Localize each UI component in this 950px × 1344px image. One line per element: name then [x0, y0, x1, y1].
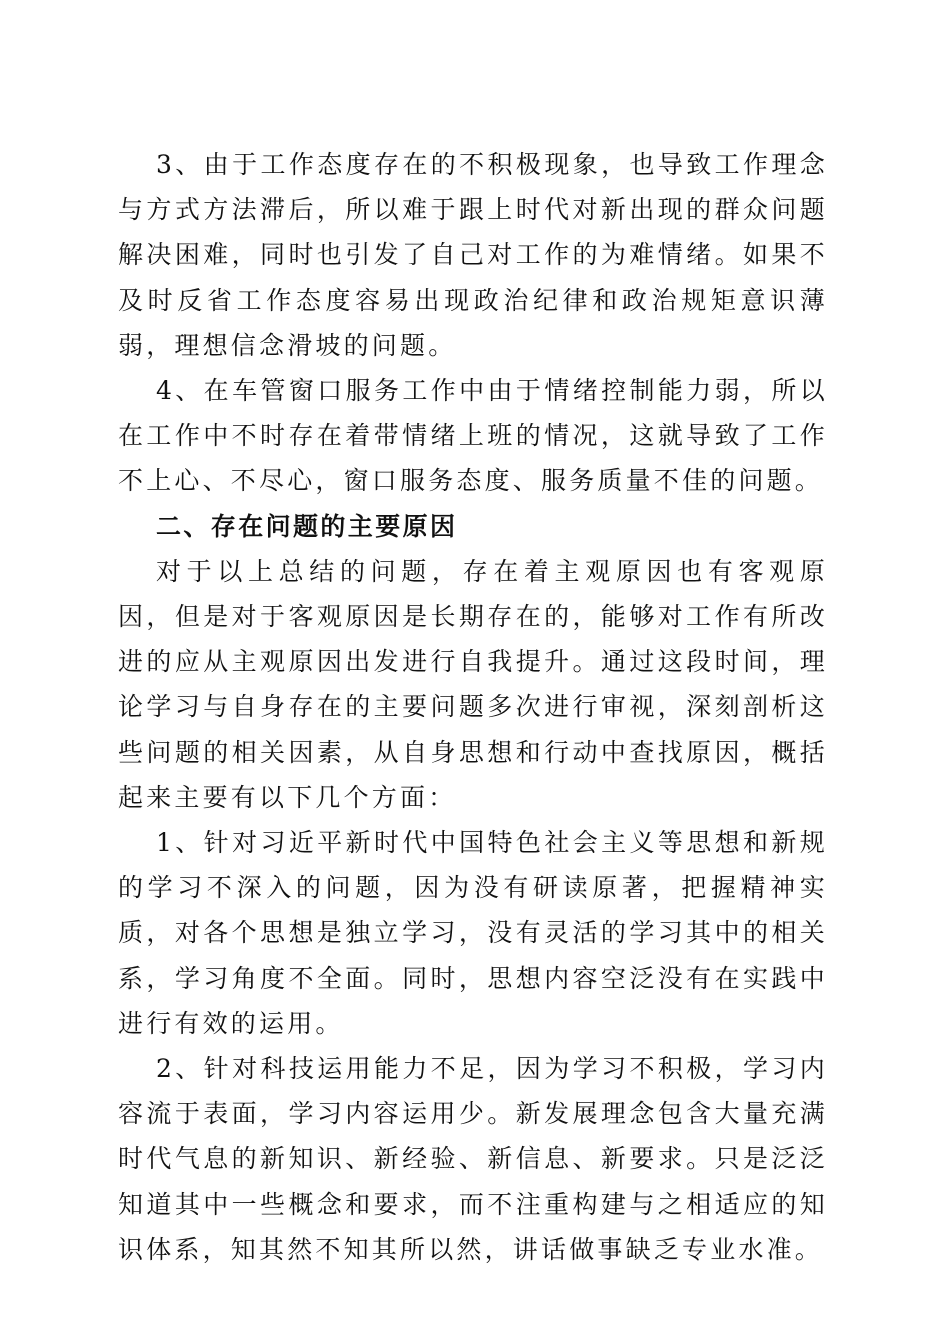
paragraph-cause-2: 2、针对科技运用能力不足，因为学习不积极，学习内容流于表面，学习内容运用少。新发展理念包含大量充满时代气息的新知识、新经验、新信息、新要求。只是泛泛知道其中一些概念和要求，而不注重构建与之相适应的知识体系，知其然不知其所以然，讲话做事缺乏专业水准。: [118, 1054, 828, 1264]
document-body: [118, 142, 828, 1272]
paragraph-cause-1: 1、针对习近平新时代中国特色社会主义等思想和新规的学习不深入的问题，因为没有研读原著，把握精神实质，对各个思想是独立学习，没有灵活的学习其中的相关系，学习角度不全面。同时，思想内容空泛没有在实践中进行有效的运用。: [118, 828, 828, 1038]
section-heading: 二、存在问题的主要原因: [156, 511, 458, 541]
paragraph-intro: 对于以上总结的问题，存在着主观原因也有客观原因，但是对于客观原因是长期存在的，能够对工作有所改进的应从主观原因出发进行自我提升。通过这段时间，理论学习与自身存在的主要问题多次进行审视，深刻剖析这些问题的相关因素，从自身思想和行动中查找原因，概括起来主要有以下几个方面：: [118, 556, 828, 812]
paragraph-item-4: 4、在车管窗口服务工作中由于情绪控制能力弱，所以在工作中不时存在着带情绪上班的情况，这就导致了工作不上心、不尽心，窗口服务态度、服务质量不佳的问题。: [118, 376, 828, 496]
paragraph-item-3: 3、由于工作态度存在的不积极现象，也导致工作理念与方式方法滞后，所以难于跟上时代对新出现的群众问题解决困难，同时也引发了自己对工作的为难情绪。如果不及时反省工作态度容易出现政治纪律和政治规矩意识薄弱，理想信念滑坡的问题。: [118, 150, 828, 360]
